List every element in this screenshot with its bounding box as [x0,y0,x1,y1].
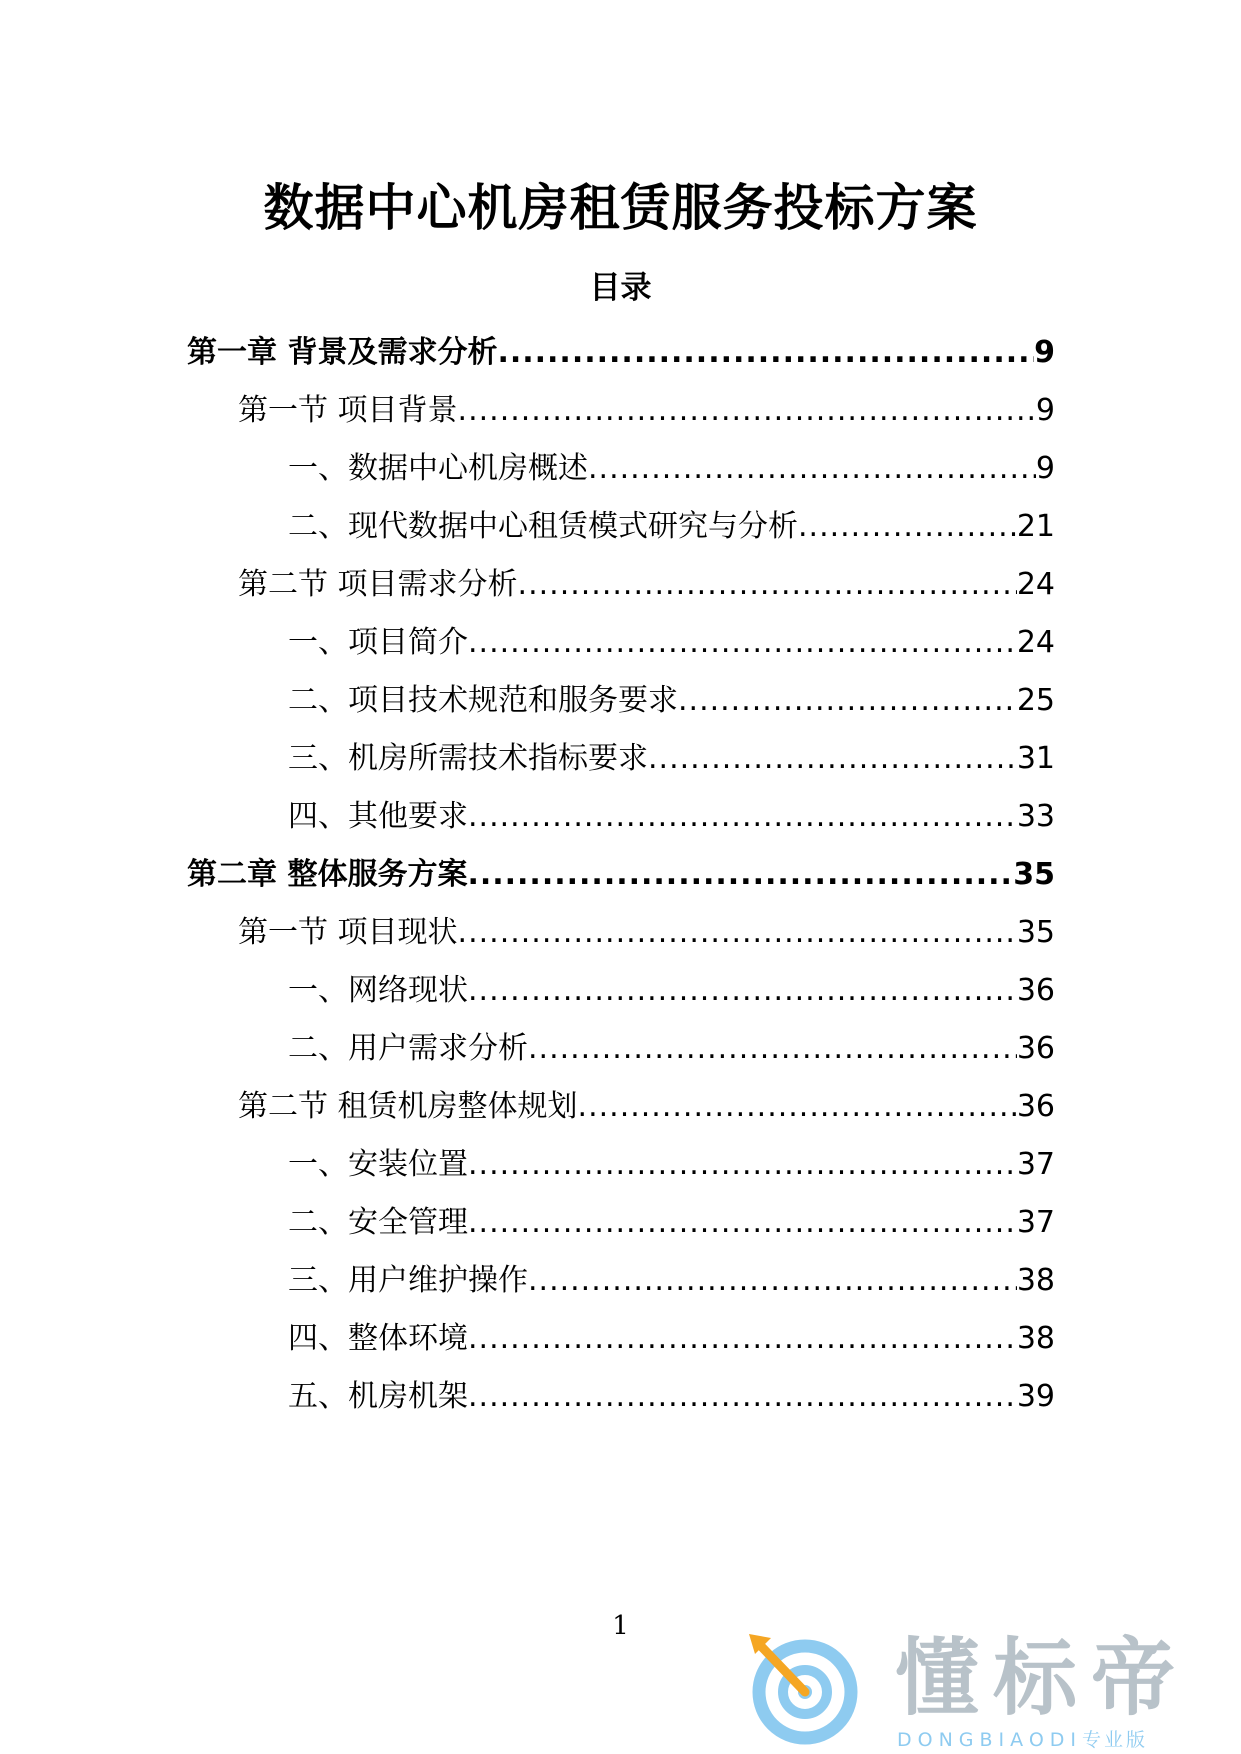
brand-watermark [745,1628,1225,1754]
toc-leader-dots [497,331,1034,375]
toc-leader-dots [528,1259,1017,1303]
toc-entry-subsection[interactable] [288,1259,1055,1303]
toc-entry-label: 二、现代数据中心租赁模式研究与分析 [288,509,798,544]
toc-entry-page: 39 [1016,1379,1055,1414]
toc-entry-page: 25 [1016,683,1055,718]
toc-entry-subsection[interactable] [288,1143,1055,1187]
document-title: 数据中心机房租赁服务投标方案 [263,179,978,237]
toc-entry-label: 二、项目技术规范和服务要求 [288,683,678,718]
toc-entry-section[interactable] [238,563,1055,607]
toc-entry-label: 第二节 项目需求分析 [238,567,518,602]
toc-entry-subsection[interactable] [288,621,1055,665]
toc-entry-page: 24 [1016,567,1055,602]
toc-entry-label: 一、网络现状 [288,973,468,1008]
toc-entry-subsection[interactable] [288,795,1055,839]
toc-entry-page: 35 [1016,915,1055,950]
toc-entry-page: 9 [1034,335,1055,370]
toc-entry-subsection[interactable] [288,1317,1055,1361]
toc-entry-page: 36 [1016,1089,1055,1124]
toc-entry-page: 38 [1016,1321,1055,1356]
toc-entry-label: 三、用户维护操作 [288,1263,528,1298]
watermark-subtitle-latin: DONGBIAODI [897,1729,1083,1751]
toc-leader-dots [468,795,1017,839]
toc-entry-page: 21 [1016,509,1055,544]
toc-entry-chapter[interactable] [187,853,1055,897]
toc-entry-label: 三、机房所需技术指标要求 [288,741,648,776]
toc-entry-label: 四、整体环境 [288,1321,468,1356]
toc-entry-page: 37 [1016,1205,1055,1240]
toc-entry-label: 第二节 租赁机房整体规划 [238,1089,578,1124]
toc-entry-subsection[interactable] [288,505,1055,549]
toc-entry-page: 9 [1035,393,1055,428]
toc-entry-label: 五、机房机架 [288,1379,468,1414]
toc-entry-label: 第一节 项目现状 [238,915,458,950]
toc-leader-dots [588,447,1036,491]
toc-leader-dots [468,1201,1017,1245]
toc-leader-dots [518,563,1017,607]
toc-leader-dots [458,911,1017,955]
toc-entry-label: 第二章 整体服务方案 [187,857,468,892]
toc-leader-dots [468,1317,1017,1361]
toc-entry-label: 第一节 项目背景 [238,393,458,428]
toc-entry-page: 9 [1035,451,1055,486]
watermark-edition: 专业版 [1082,1729,1149,1751]
toc-entry-section[interactable] [238,389,1055,433]
toc-entry-page: 35 [1013,857,1055,892]
toc-entry-subsection[interactable] [288,737,1055,781]
watermark-brand: 懂标帝 [895,1629,1190,1727]
target-dart-icon [745,1628,865,1748]
toc-entry-page: 38 [1016,1263,1055,1298]
toc-entry-label: 一、安装位置 [288,1147,468,1182]
toc-leader-dots [458,389,1036,433]
toc-entry-page: 36 [1016,1031,1055,1066]
toc-leader-dots [528,1027,1017,1071]
toc-heading: 目录 [589,270,652,306]
toc-leader-dots [468,621,1017,665]
toc-leader-dots [468,969,1017,1013]
toc-leader-dots [678,679,1017,723]
toc-entry-subsection[interactable] [288,1027,1055,1071]
toc-entry-label: 一、数据中心机房概述 [288,451,588,486]
toc-entry-subsection[interactable] [288,1201,1055,1245]
page-number: 1 [612,1611,629,1641]
watermark-subtitle [897,1728,1148,1752]
toc-entry-label: 二、用户需求分析 [288,1031,528,1066]
toc-entry-page: 24 [1016,625,1055,660]
toc-leader-dots [798,505,1017,549]
toc-entry-subsection[interactable] [288,1375,1055,1419]
toc-entry-label: 一、项目简介 [288,625,468,660]
toc-entry-subsection[interactable] [288,447,1055,491]
toc-entry-label: 第一章 背景及需求分析 [187,335,498,370]
toc-leader-dots [578,1085,1017,1129]
toc-entry-page: 33 [1016,799,1055,834]
toc-entry-subsection[interactable] [288,969,1055,1013]
toc-leader-dots [468,1143,1017,1187]
toc-entry-label: 四、其他要求 [288,799,468,834]
toc-entry-section[interactable] [238,911,1055,955]
toc-leader-dots [648,737,1017,781]
toc-entry-subsection[interactable] [288,679,1055,723]
toc-entry-page: 36 [1016,973,1055,1008]
toc-entry-page: 31 [1016,741,1055,776]
toc-leader-dots [468,1375,1017,1419]
toc-entry-section[interactable] [238,1085,1055,1129]
toc-leader-dots [467,853,1013,897]
toc-entry-page: 37 [1016,1147,1055,1182]
toc-entry-chapter[interactable] [187,331,1055,375]
toc-entry-label: 二、安全管理 [288,1205,468,1240]
